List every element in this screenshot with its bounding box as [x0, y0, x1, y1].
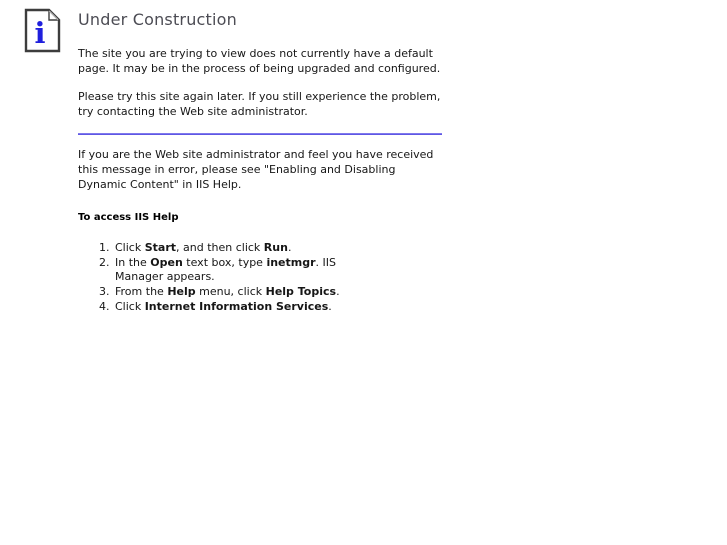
step-bold-inetmgr: inetmgr: [266, 255, 316, 269]
step-bold-open: Open: [150, 255, 183, 269]
step-text: In the: [115, 255, 151, 269]
help-step-2: [113, 256, 378, 285]
step-text: , and then click: [176, 241, 264, 255]
step-bold-help: Help: [167, 284, 196, 298]
step-text: From the: [115, 284, 168, 298]
step-text: . IIS Manager appears.: [115, 255, 337, 284]
step-text: Click: [115, 299, 145, 313]
step-bold-iis: Internet Information Services: [144, 299, 329, 313]
help-step-4: [113, 300, 378, 315]
svg-text:i: i: [34, 16, 46, 50]
help-step-1: [113, 241, 378, 256]
page-title: Under Construction: [78, 10, 237, 29]
step-text: Click: [115, 241, 145, 255]
step-bold-run: Run: [263, 241, 288, 255]
step-text: .: [328, 299, 332, 313]
help-steps-list: [78, 241, 378, 314]
help-heading: To access IIS Help: [78, 212, 179, 224]
step-text: .: [336, 284, 340, 298]
step-text: text box, type: [182, 255, 267, 269]
step-text: .: [287, 241, 292, 255]
step-text: menu, click: [195, 284, 266, 298]
info-document-icon: [24, 8, 61, 53]
help-step-3: [113, 285, 378, 300]
step-bold-help-topics: Help Topics: [265, 284, 337, 298]
step-bold-start: Start: [144, 241, 177, 255]
intro-paragraph: The site you are trying to view does not currently have a default page. It may be in the process of being upgraded and configured.: [78, 47, 441, 75]
divider-rule: [78, 133, 442, 135]
retry-paragraph: Please try this site again later. If you still experience the problem, try contacting the Web site administrator.: [78, 90, 441, 118]
main-content: [78, 10, 442, 314]
admin-paragraph: If you are the Web site administrator and feel you have received this message in error, please see "Enabling and Disabling Dynamic Content" in IIS Help.: [78, 148, 434, 191]
